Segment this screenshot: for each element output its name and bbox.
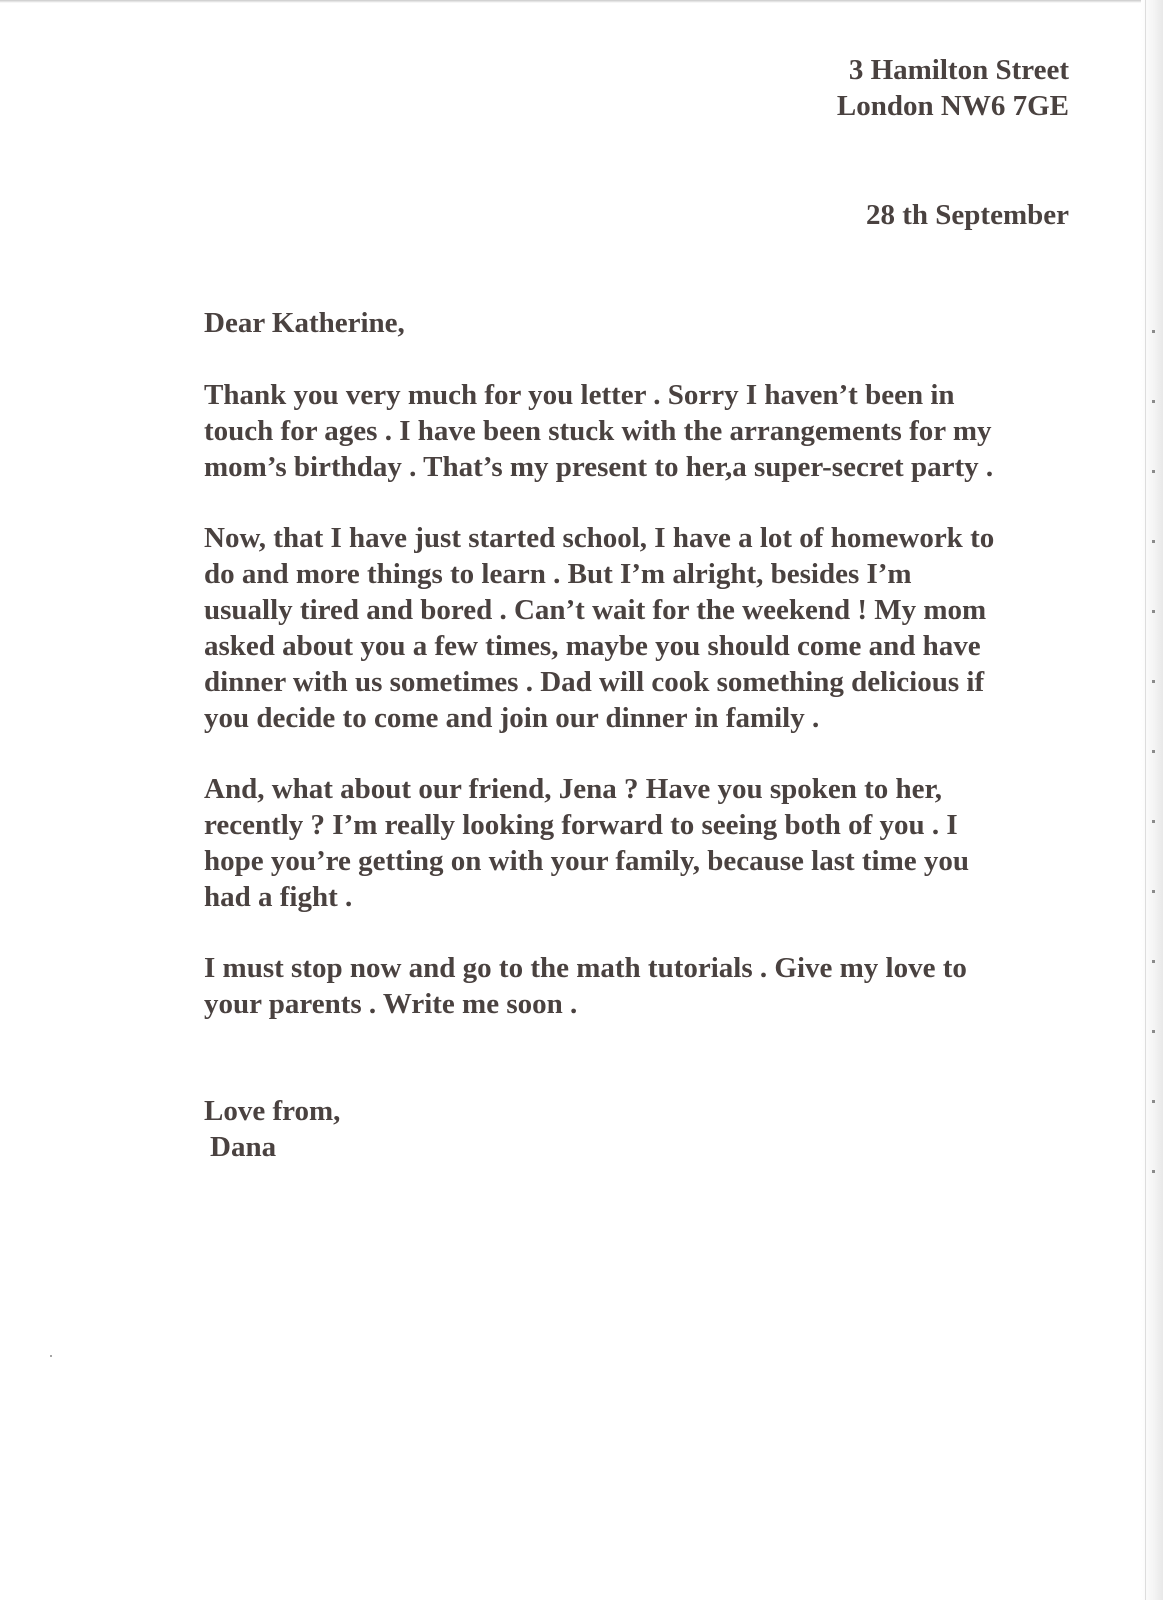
scan-top-edge bbox=[0, 0, 1163, 3]
address-line-2: London NW6 7GE bbox=[836, 90, 1069, 122]
sender-address bbox=[837, 52, 1069, 124]
signature-name: Dana bbox=[210, 1131, 277, 1163]
paragraph-3 bbox=[204, 771, 1084, 915]
paragraph-4 bbox=[204, 950, 1084, 1022]
paragraph-line: Thank you very much for you letter . Sorry I haven’t been in bbox=[204, 379, 955, 411]
paragraph-line: And, what about our friend, Jena ? Have you spoken to her, bbox=[204, 773, 942, 805]
scan-edge-marks bbox=[1152, 330, 1155, 1230]
sign-off bbox=[204, 1093, 1084, 1165]
paragraph-line: usually tired and bored . Can’t wait for the weekend ! My mom bbox=[204, 594, 987, 626]
paragraph-line: touch for ages . I have been stuck with the arrangements for my bbox=[204, 415, 992, 447]
scan-speck bbox=[50, 1355, 52, 1357]
greeting: Dear Katherine, bbox=[204, 307, 405, 339]
closing: Love from, bbox=[204, 1095, 341, 1127]
paragraph-line: do and more things to learn . But I’m alright, besides I’m bbox=[204, 558, 912, 590]
paragraph-line: Now, that I have just started school, I have a lot of homework to bbox=[204, 522, 995, 554]
paragraph-line: you decide to come and join our dinner in family . bbox=[204, 702, 820, 734]
paragraph-line: hope you’re getting on with your family, because last time you bbox=[204, 845, 970, 877]
paragraph-2 bbox=[204, 520, 1084, 736]
scan-right-edge bbox=[1141, 0, 1163, 1600]
paragraph-line: your parents . Write me soon . bbox=[204, 988, 578, 1020]
paragraph-line: had a fight . bbox=[204, 881, 353, 913]
paragraph-line: dinner with us sometimes . Dad will cook something delicious if bbox=[204, 666, 985, 698]
paragraph-line: I must stop now and go to the math tutorials . Give my love to bbox=[204, 952, 967, 984]
paragraph-line: asked about you a few times, maybe you should come and have bbox=[204, 630, 981, 662]
letter-body bbox=[204, 305, 1084, 1165]
paragraph-line: mom’s birthday . That’s my present to her,a super-secret party . bbox=[204, 451, 994, 483]
paragraph-line: recently ? I’m really looking forward to seeing both of you . I bbox=[204, 809, 958, 841]
letter-date: 28 th September bbox=[866, 199, 1069, 231]
address-line-1: 3 Hamilton Street bbox=[848, 54, 1069, 86]
paragraph-1 bbox=[204, 377, 1084, 485]
